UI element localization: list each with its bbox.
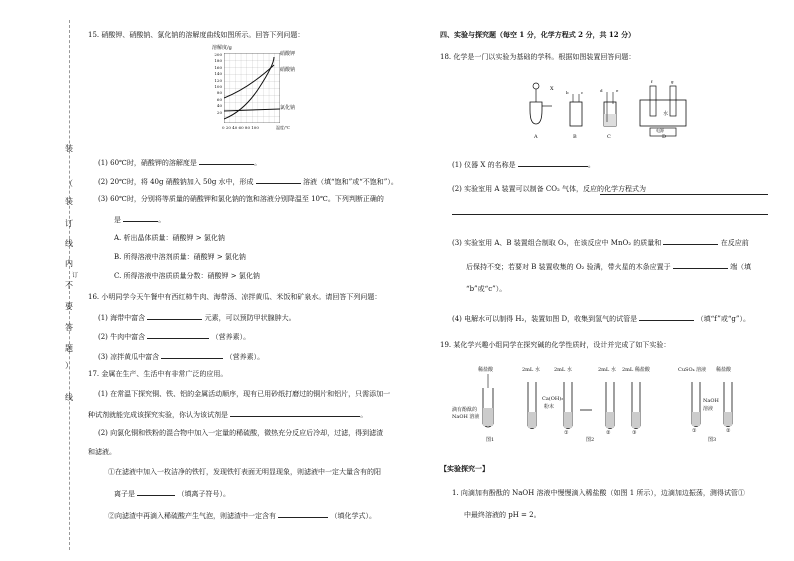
gutter-char: 答 [65,323,73,332]
test-tubes-icon [522,374,662,438]
q17-part2: (2) 向氯化铜和铁粉的混合物中加入一定量的稀硫酸，微热充分反应后冷却，过滤，得到滤渣 [98,429,384,437]
fig3-label: 稀盐酸 [716,367,732,373]
gutter-char: ） [65,361,73,370]
fig2-label: 2mL 稀盐酸 [622,367,650,373]
q17-s1-tail: （填离子符号）。 [177,490,230,498]
q16-p3-tail: （营养素）。 [225,353,265,361]
q18-p3-cont-tail: 端（填 [730,263,752,271]
ytick: 180 [214,58,222,64]
answer-blank[interactable] [256,175,301,184]
probe-title: 【实验探究一】 [440,464,489,473]
fig2-num: ② [606,430,611,436]
q17-stem: 17. 金属在生产、生活中有非常广泛的应用。 [88,370,228,378]
q15-part2 [98,175,398,187]
ytick: 60 [216,96,222,102]
chart-xlabel: 温度/℃ [276,125,290,130]
q15-part1: (1) 60℃时，硝酸钾的溶解度是 。 [98,156,261,168]
q18-p3-tail: 在反应前 [720,239,749,247]
gutter-char: 内 [65,259,73,268]
q18-stem: 18. 化学是一门以实验为基础的学科。根据如图装置回答问题： [440,53,636,61]
answer-blank[interactable] [452,214,768,215]
q15-p2-tail: 溶液（填“饱和”或“不饱和”）。 [303,178,398,186]
q17-s2-text: ②向滤渣中再滴入稀硫酸产生气泡，则滤渣中一定含有 [108,512,276,520]
gutter-char: 装 [65,197,73,206]
q16-p3-text: (3) 凉拌黄瓜中富含 [98,353,160,361]
solubility-chart [210,44,310,144]
answer-blank[interactable] [123,213,158,222]
fig3-item: NaOH [703,398,719,404]
chart-yticks [212,52,222,116]
q18-part4 [452,312,750,324]
ytick: 20 [216,109,222,115]
q17-s2-tail: （填化学式）。 [330,512,376,520]
answer-blank[interactable] [199,156,254,165]
figure-1 [452,366,512,446]
gutter-char: 订 [71,272,78,279]
q15-option-c: C. 所得溶液中溶质质量分数：硝酸钾 > 氯化钠 [114,272,260,280]
answer-blank[interactable] [600,194,768,195]
water-label: 水 [663,111,669,117]
answer-blank[interactable] [137,487,175,496]
q17-sub2 [108,509,376,521]
q15-stem: 15. 硝酸钾、硝酸钠、氯化钠的溶解度曲线如图所示。回答下列问题： [88,31,305,39]
answer-blank[interactable] [518,158,588,167]
gutter-char: 线 [65,239,73,248]
answer-blank[interactable] [161,350,223,359]
chart-plot-area [224,53,280,123]
fig1-label: 稀盐酸 [478,367,494,373]
answer-blank[interactable] [639,312,694,321]
test-tube-icon [474,374,514,434]
q16-p1-text: (1) 海带中富含 [98,314,146,322]
apparatus-b [566,90,584,126]
q18-part1: (1) 仪器 X 的名称是 。 [452,158,595,170]
test-tubes-icon [678,374,758,438]
q18-p2-text: (2) 实验室用 A 装置可以制备 CO₂ 气体，反应的化学方程式为 [452,185,646,193]
gutter-char: 要 [65,302,73,311]
answer-blank[interactable] [673,260,728,269]
q15-p1-text: (1) 60℃时，硝酸钾的溶解度是 [98,159,197,167]
fig1-label: NaOH 溶液 [452,414,480,420]
q15-option-b: B. 所得溶液中溶剂质量：硝酸钾 > 氯化钠 [114,253,246,261]
q18-p3-text: (3) 实验室用 A、B 装置组合制取 O₂，在该反应中 MnO₂ 的质量和 [452,239,662,247]
ytick: 160 [214,64,222,70]
q15-p3-text: 是 [114,216,121,224]
ytick: 80 [216,90,222,96]
q18-p4-tail: （填“f”或“g”）。 [696,315,750,323]
q16-part3 [98,350,264,362]
series-label: 氯化钠 [280,105,296,111]
label-a: A [534,134,538,140]
svg-text:g: g [671,79,674,84]
gutter-char: 线 [65,393,73,402]
gutter-char: 题 [65,344,73,353]
q15-part3: (3) 60℃时，分别将等质量的硝酸钾和氯化钠的饱和溶液分别降温至 10℃。下列判断正确的 [98,195,384,203]
ytick: 200 [214,52,222,57]
gutter-char: 订 [65,219,73,228]
fig2-num: ③ [632,430,637,436]
svg-text:f: f [651,79,653,84]
section-title: 四、实验与探究题（每空 1 分，化学方程式 2 分，共 12 分） [440,30,636,39]
answer-blank[interactable] [230,408,360,417]
q19-part1: 1. 向滴加有酚酞的 NaOH 溶液中慢慢滴入稀盐酸（如图 1 所示），边滴加边振荡，测得试管① [452,489,745,497]
fig2-label: 2mL 水 [598,367,616,373]
q18-part3 [452,236,749,248]
fig1-caption: 图1 [486,437,495,443]
q17-part1: (1) 在常温下探究铜、铁、铝的金属活动顺序，现有已用砂纸打磨过的铜片和铝片，只需添加一 [98,390,391,398]
label-d: D [662,134,667,140]
answer-blank[interactable] [147,311,202,320]
svg-text:c: c [581,90,584,95]
answer-blank[interactable] [278,509,328,518]
q16-part2 [98,330,250,342]
label-c: C [607,134,611,140]
ytick: 40 [216,103,222,109]
q15-part3-cont: 是 。 [114,213,165,225]
ytick: 100 [214,84,222,90]
fig3-num: ① [692,428,697,434]
q17-sub1-cont [114,487,230,499]
gutter-char: 不 [65,281,73,290]
fig2-caption: 图2 [586,437,595,443]
fig2-item: Ca(OH)₂ [542,396,564,402]
q16-p2-tail: （营养素）。 [211,333,251,341]
fig3-caption: 图3 [708,437,717,443]
apparatus-figure [520,72,710,146]
apparatus-c [600,88,619,126]
figure-3 [676,366,766,446]
chart-xticks: 0 20 40 60 80 100 [222,125,259,130]
label-b: B [573,134,577,140]
fig3-item: 溶液 [703,406,714,412]
q16-part1 [98,311,296,323]
q17-part2-cont: 和滤液。 [88,448,116,456]
ytick: 120 [214,77,222,83]
fig2-label: 2mL 水 [554,367,572,373]
chart-ylabel: 溶解度/g [212,45,232,51]
q18-p4-text: (4) 电解水可以制得 H₂，装置如图 D，收集到氢气的试管是 [452,315,638,323]
q18-part3-end: “b”或“c”）。 [466,285,507,293]
q17-part1-cont: 种试剂就能完成该探究实验，你认为该试剂是 。 [88,408,367,420]
q15-p2-text: (2) 20℃时，将 40g 硝酸钠加入 50g 水中，形成 [98,178,254,186]
q16-stem: 16. 小明同学今天午餐中有西红柿牛肉、海带汤、凉拌黄瓜、米饭和矿泉水。请回答下列问题： [88,293,382,301]
q17-sub1: ①在滤液中加入一枚洁净的铁钉，发现铁钉表面无明显现象，则滤液中一定大量含有的阳 [108,468,381,476]
answer-blank[interactable] [663,236,718,245]
q19-stem: 19. 某化学兴趣小组同学在探究碱的化学性质时，设计并完成了如下实验： [440,341,671,349]
gutter-char: （ [65,179,73,188]
figure-2 [522,366,662,446]
svg-text:X: X [550,86,554,92]
fig2-num: ① [564,430,569,436]
svg-text:b: b [566,90,569,95]
q18-p1-text: (1) 仪器 X 的名称是 [452,161,516,169]
svg-text:e: e [616,88,619,93]
q18-p3-cont-text: 后保持不变；若要对 B 装置收集的 O₂ 验满，带火星的木条应置于 [466,263,671,271]
q16-p1-tail: 元素，可以预防甲状腺肿大。 [204,314,296,322]
q17-s1-text: 离子是 [114,490,135,498]
gutter-char: 装 [65,144,73,153]
fig3-label: CuSO₄ 溶液 [678,367,707,373]
fig3-num: ② [726,428,731,434]
series-label: 硝酸钾 [280,51,296,57]
q18-part3-cont [466,260,751,272]
apparatus-a [530,83,554,124]
svg-text:d: d [600,88,603,93]
ytick: 140 [214,71,222,77]
fig1-label: 滴有酚酞的 [452,407,478,413]
fig2-label: 2mL 水 [522,367,540,373]
q16-p2-text: (2) 牛肉中富含 [98,333,146,341]
q15-option-a: A. 析出晶体质量：硝酸钾 > 氯化钠 [114,234,225,242]
q17-p1-text: 种试剂就能完成该探究实验，你认为该试剂是 [88,411,228,419]
series-label: 硝酸钠 [280,67,296,73]
power-label: 电源 [656,128,664,133]
q18-part2 [452,184,646,194]
fig2-item: 粉末 [544,404,555,410]
answer-blank[interactable] [147,330,209,339]
q19-part1-cont: 中最终溶液的 pH = 2。 [464,511,541,519]
